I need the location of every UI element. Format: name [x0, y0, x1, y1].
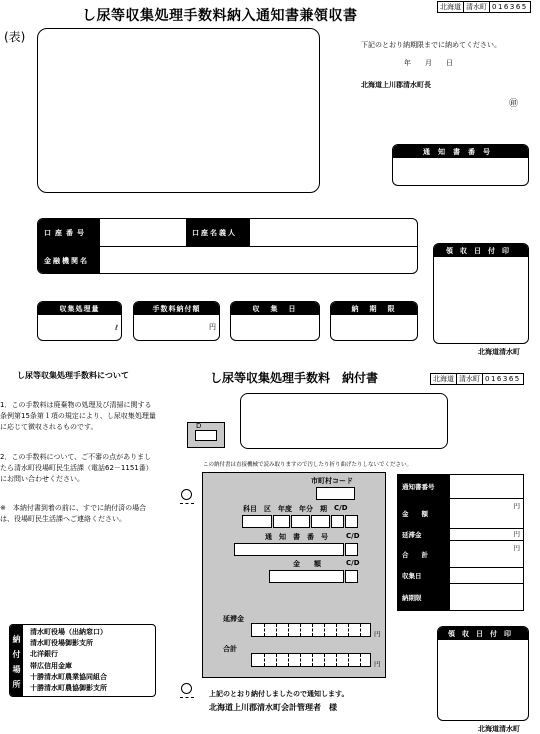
- slip-amount-cd-label: C/D: [346, 559, 360, 567]
- slip-amount-cd-field: [345, 570, 358, 583]
- late-fee-label: 延滞金: [223, 615, 244, 623]
- slip-footer-org: 北海道清水町: [478, 725, 520, 733]
- account-holder-label: 口座名義人: [186, 219, 250, 247]
- volume-unit: ℓ: [115, 324, 118, 332]
- tag-town: 清水町: [464, 2, 490, 12]
- field-label-period: 期: [320, 505, 327, 513]
- account-box: [37, 218, 418, 274]
- payment-place: 北洋銀行: [30, 650, 58, 659]
- confirm-text: 上記のとおり納付しましたので通知します。: [209, 690, 349, 698]
- municipal-code-label: 市町村コード: [311, 477, 353, 485]
- payment-place: 帯広信用金庫: [30, 661, 72, 670]
- slip-table-key: 合 計: [398, 541, 450, 567]
- d-mark-box: [187, 422, 225, 448]
- seal-mark: ㊞: [509, 99, 519, 109]
- collection-date-box: [230, 301, 320, 341]
- slip-table-value: 円: [513, 502, 520, 510]
- year-portion-field: [311, 515, 330, 528]
- treasurer: 北海道上川郡清水町会計管理者 様: [209, 703, 337, 712]
- slip-table-key: 金 額: [398, 499, 450, 528]
- field-label-year-portion: 年分: [299, 505, 313, 513]
- municipal-code-field: [316, 487, 355, 500]
- tag-prefecture: 北海道: [438, 2, 464, 12]
- field-label-subject: 科目: [243, 505, 257, 513]
- volume-box: [37, 301, 122, 341]
- fee-box: [133, 301, 220, 341]
- payment-place: 清水町役場（出納窓口）: [30, 628, 107, 636]
- payment-places-label: 納 付 場 所: [12, 635, 21, 689]
- payment-places-list: [30, 627, 107, 694]
- total-yen: 円: [374, 660, 381, 668]
- total-label: 合計: [223, 645, 237, 653]
- total-field: [251, 653, 371, 667]
- date-line: 年 月 日: [404, 59, 453, 67]
- payment-places-box: [9, 624, 156, 697]
- about-item-2: 2．この手数料について、ご不審の点がありましたら清水町役場町民生活課（電話62－1151番）にお問い合わせください。: [0, 453, 153, 483]
- slip-table-row: [397, 529, 524, 541]
- side-label: (表): [4, 30, 26, 44]
- slip-title: し尿等収集処理手数料 納付書: [210, 371, 379, 385]
- due-label: 納 期 限: [331, 302, 417, 315]
- tag-code: 016365: [485, 375, 521, 383]
- due-box: [330, 301, 418, 341]
- machine-note: この納付書は直接機械で読み取りますので汚したり折り曲げたりしないでください。: [203, 462, 413, 468]
- field-label-fiscal-year: 年度: [278, 505, 292, 513]
- late-fee-field: [251, 623, 371, 637]
- receipt-title: し尿等収集処理手数料納入通知書兼領収書: [82, 8, 358, 24]
- slip-notice-cd-label: C/D: [346, 532, 360, 540]
- subject-field: [242, 515, 272, 528]
- slip-table-value: [450, 584, 523, 610]
- slip-table-value: 円: [513, 544, 520, 552]
- slip-table-key: 収集日: [398, 568, 450, 583]
- notice-line: 下記のとおり納期限までに納めてください。: [361, 41, 501, 49]
- ocr-area: [202, 472, 386, 678]
- payment-place: 十勝清水町農協御影支所: [30, 684, 107, 693]
- fiscal-year-field: [291, 515, 310, 528]
- slip-table-row: [397, 474, 524, 499]
- tag-code: 016365: [492, 3, 528, 11]
- cd-field: [345, 515, 358, 528]
- fee-unit: 円: [209, 323, 216, 331]
- slip-table-row: [397, 499, 524, 529]
- late-fee-yen: 円: [374, 630, 381, 638]
- period-field: [331, 515, 344, 528]
- slip-amount-field: [269, 570, 344, 583]
- punch-hole: [181, 683, 192, 694]
- slip-table-value: 円: [513, 530, 520, 538]
- collection-date-label: 収 集 日: [231, 302, 319, 315]
- slip-town-tag: [430, 373, 524, 385]
- field-label-district: 区: [264, 505, 271, 513]
- tag-prefecture: 北海道: [431, 374, 457, 384]
- slip-table-row: [397, 541, 524, 568]
- district-field: [273, 515, 290, 528]
- slip-receipt-date-box: [437, 626, 529, 721]
- slip-amount-label: 金 額: [293, 560, 321, 568]
- slip-notice-number-label: 通 知 書 番 号: [265, 533, 328, 541]
- about-heading: し尿等収集処理手数料について: [17, 371, 129, 380]
- slip-table-value: [450, 568, 523, 583]
- tag-town: 清水町: [457, 374, 483, 384]
- notice-number-box: [392, 144, 529, 186]
- slip-notice-cd-field: [345, 543, 358, 556]
- payment-place: 清水町役場御影支所: [30, 639, 93, 648]
- issuer: 北海道上川郡清水町長: [361, 81, 431, 89]
- volume-label: 収集処理量: [38, 302, 121, 315]
- receipt-date-box: [433, 243, 529, 344]
- receipt-date-label: 領収日付印: [434, 244, 528, 257]
- payment-place: 十勝清水町農業協同組合: [30, 672, 107, 681]
- slip-notice-number-field: [234, 543, 344, 556]
- slip-table-row: [397, 584, 524, 611]
- field-label-cd: C/D: [334, 504, 348, 512]
- about-item-1: 1．この手数料は廃棄物の処理及び清掃に関する条例第15条第１項の規定により、し尿収集処理量に応じて徴収されるものです。: [0, 401, 156, 431]
- slip-table-value: [450, 475, 523, 498]
- receipt-town-tag: [437, 1, 531, 13]
- slip-table-key: 納期限: [398, 584, 450, 610]
- slip-table-row: [397, 568, 524, 584]
- address-window: [37, 28, 320, 193]
- receipt-footer-org: 北海道清水町: [478, 348, 520, 356]
- notice-number-label: 通知書番号: [393, 145, 528, 158]
- fee-label: 手数料納付額: [134, 302, 219, 315]
- d-mark: D: [196, 422, 202, 430]
- bank-label: 金融機関名: [38, 247, 100, 274]
- account-number-label: 口座番号: [38, 219, 100, 247]
- slip-table-key: 延滞金: [398, 529, 450, 540]
- slip-table-key: 通知書番号: [398, 475, 450, 498]
- slip-address-window: [240, 393, 448, 449]
- slip-receipt-date-label: 領収日付印: [438, 627, 528, 640]
- punch-hole: [181, 489, 192, 500]
- about-item-3: ※ 本納付書到着の前に、すでに納付済の場合は、役場町民生活課へご連絡ください。: [0, 504, 147, 523]
